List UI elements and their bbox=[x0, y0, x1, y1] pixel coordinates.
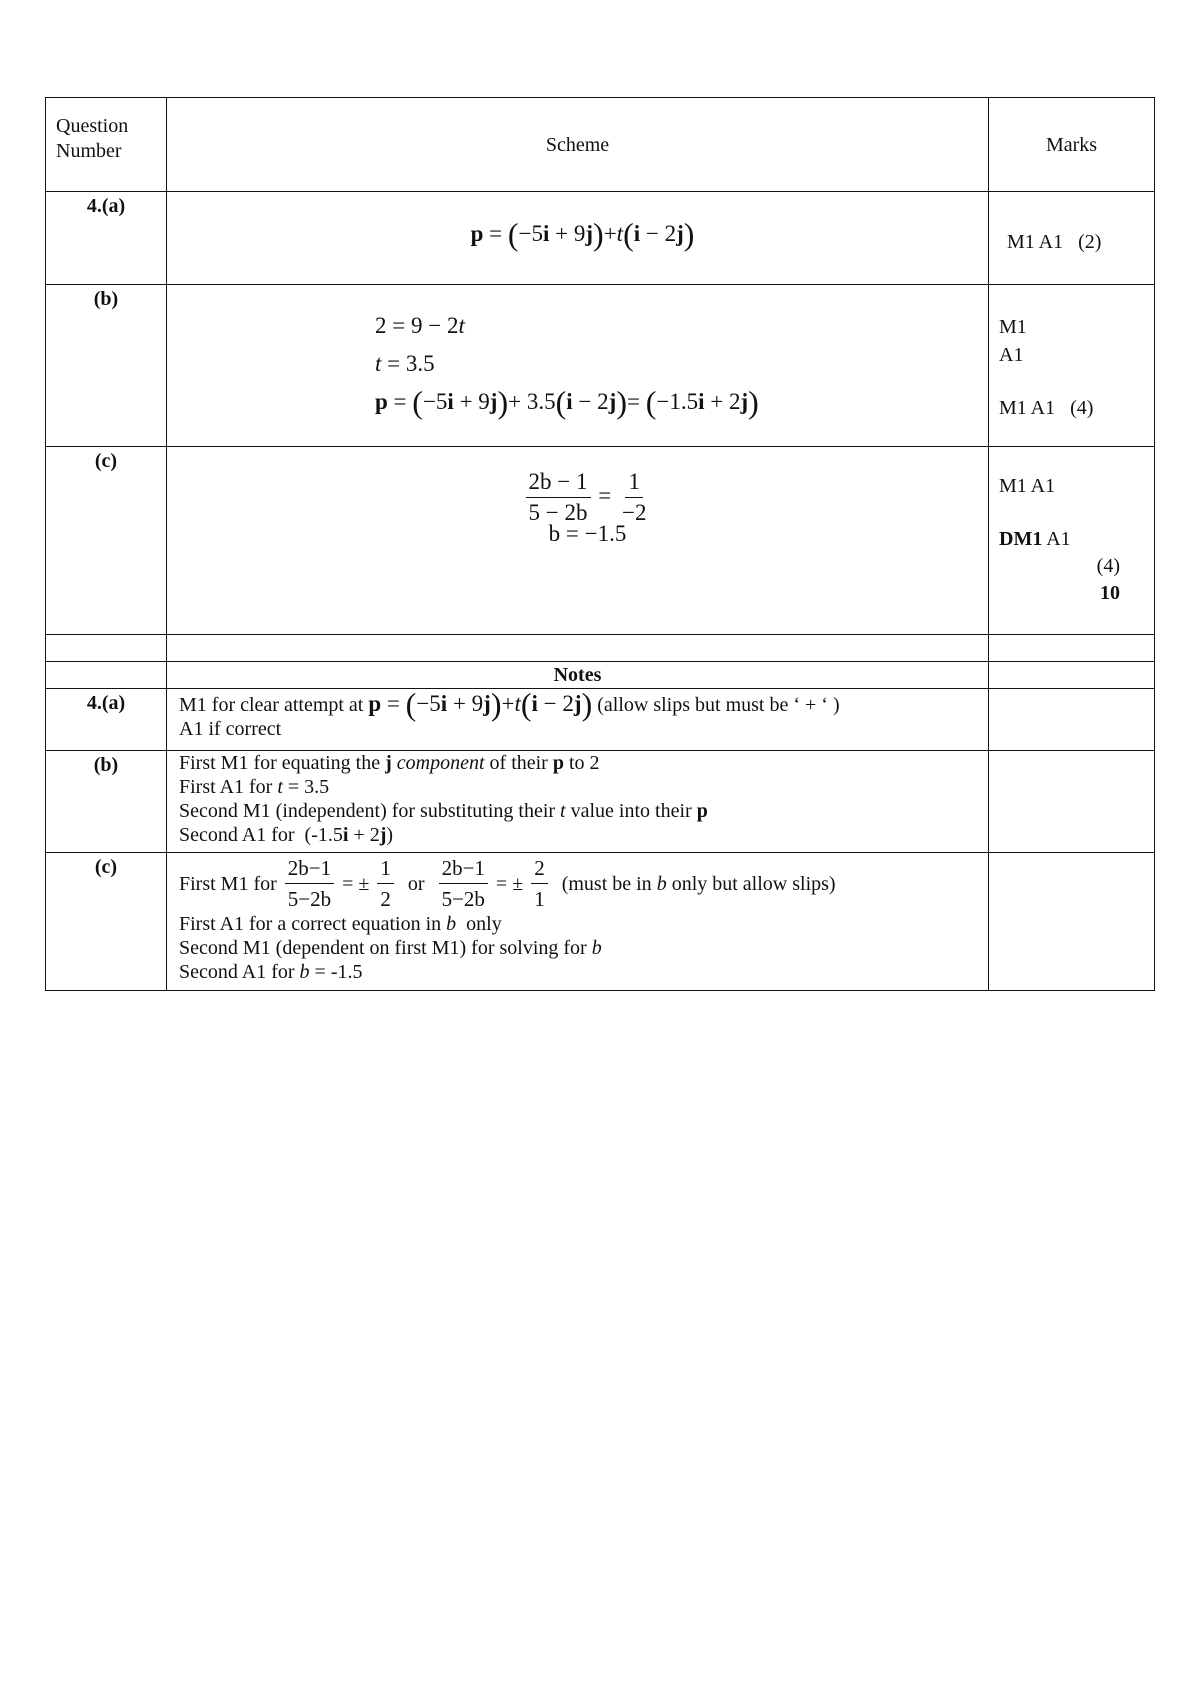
numerator: 2b−1 bbox=[439, 855, 488, 884]
plus: + bbox=[603, 221, 617, 246]
fraction bbox=[439, 855, 488, 912]
result-b: b = −1.5 bbox=[548, 521, 627, 546]
notes-cell bbox=[167, 686, 989, 751]
question-label: (c) bbox=[46, 853, 167, 991]
fraction bbox=[531, 855, 548, 912]
numerator: 2b−1 bbox=[285, 855, 334, 884]
scheme-working-b bbox=[167, 307, 988, 421]
question-label: 4.(a) bbox=[46, 689, 167, 751]
marks-awarded: M1 A1 bbox=[1007, 231, 1064, 253]
mark-line-3 bbox=[999, 394, 1154, 422]
mark-a1: A1 bbox=[999, 344, 1024, 366]
note-line-4: Second A1 for (-1.5i + 2j) bbox=[179, 824, 394, 846]
note-text: M1 for clear attempt at bbox=[179, 694, 364, 716]
scheme-row-c bbox=[46, 447, 1155, 635]
marks-total: (4) bbox=[1096, 555, 1120, 577]
denominator: 1 bbox=[534, 887, 545, 911]
scheme-header: Scheme bbox=[167, 98, 989, 192]
mark-dm1: DM1 bbox=[999, 528, 1043, 550]
marks-line bbox=[999, 230, 1154, 254]
equation-line-3: p = (−5i + 9j)+ 3.5(i − 2j)= (−1.5i + 2j) bbox=[375, 384, 759, 420]
question-label: (b) bbox=[46, 285, 167, 447]
header-row bbox=[46, 98, 1155, 192]
mark-scheme-table bbox=[45, 97, 1155, 991]
denominator: 2 bbox=[380, 887, 391, 911]
question-total: 10 bbox=[1100, 582, 1120, 604]
numerator: 2b − 1 bbox=[528, 469, 588, 494]
notes-header-row bbox=[46, 662, 1155, 689]
denominator: −2 bbox=[621, 500, 647, 525]
scheme-cell bbox=[167, 447, 989, 635]
note-text: (allow slips but must be ‘ + ‘ ) bbox=[597, 694, 840, 716]
note-line-1: M1 for clear attempt at p = (−5i + 9j)+t(i − 2j) (allow slips but must be ‘ + ‘ ) bbox=[179, 686, 840, 722]
notes-row-c bbox=[46, 853, 1155, 991]
scheme-row-a bbox=[46, 192, 1155, 285]
plus-minus: = ± bbox=[495, 872, 524, 895]
notes-row-b bbox=[46, 751, 1155, 853]
vector-part2: i − 2j bbox=[633, 221, 684, 246]
empty-cell bbox=[989, 635, 1155, 662]
equation-line-2: t = 3.5 bbox=[375, 351, 435, 376]
marks-total: (4) bbox=[1070, 397, 1094, 419]
mark-dm1a1 bbox=[999, 526, 1154, 553]
note-line-1: First M1 for equating the j component of their p to 2 bbox=[179, 752, 600, 774]
empty-cell bbox=[989, 751, 1155, 853]
fraction bbox=[377, 855, 394, 912]
note-line-2: First A1 for a correct equation in b only bbox=[179, 913, 502, 935]
spacer-row bbox=[46, 635, 1155, 662]
mark-m1: M1 bbox=[999, 316, 1027, 338]
vector-p: p bbox=[470, 221, 484, 246]
equals: = bbox=[483, 221, 508, 246]
scheme-equation-a: p = (−5i + 9j)+t(i − 2j) bbox=[470, 216, 695, 252]
empty-cell bbox=[46, 635, 167, 662]
scheme-cell bbox=[167, 285, 989, 447]
scheme-working-c: $\frac{2b - 1}{5 - 2b}$ = $\frac{1}{-2}$ b = −1.5 bbox=[167, 469, 988, 546]
plus-minus: = ± bbox=[342, 872, 370, 895]
note-text: First M1 for bbox=[179, 872, 277, 895]
denominator: 5 − 2b bbox=[528, 500, 588, 525]
note-line-1 bbox=[179, 855, 988, 912]
marks-list bbox=[999, 473, 1154, 607]
question-number-header bbox=[46, 98, 167, 192]
note-line-2: A1 if correct bbox=[179, 718, 282, 740]
empty-cell bbox=[989, 689, 1155, 751]
equation-line-1: 2 = 9 − 2t bbox=[375, 313, 465, 338]
scheme-cell bbox=[167, 192, 989, 285]
numerator: 1 bbox=[628, 469, 640, 494]
notes-title: Notes bbox=[167, 662, 989, 689]
scheme-row-b bbox=[46, 285, 1155, 447]
or-text: or bbox=[407, 872, 425, 895]
note-line-3: Second M1 (independent) for substituting their t value into their p bbox=[179, 800, 708, 822]
denominator: 5−2b bbox=[287, 887, 332, 911]
marks-cell bbox=[989, 447, 1155, 635]
numerator: 2 bbox=[531, 855, 548, 884]
fraction-lhs bbox=[526, 469, 591, 526]
note-line-3: Second M1 (dependent on first M1) for solving for b bbox=[179, 937, 602, 959]
note-line-2: First A1 for t = 3.5 bbox=[179, 776, 330, 798]
header-label-line1: Question bbox=[56, 115, 129, 137]
question-label: (b) bbox=[46, 751, 167, 853]
empty-cell bbox=[46, 662, 167, 689]
mark-m1a1: M1 A1 bbox=[999, 475, 1056, 497]
marks-cell bbox=[989, 192, 1155, 285]
notes-row-a bbox=[46, 689, 1155, 751]
fraction bbox=[285, 855, 334, 912]
note-line-4: Second A1 for b = -1.5 bbox=[179, 961, 363, 983]
note-text: (must be in b only but allow slips) bbox=[561, 872, 836, 895]
denominator: 5−2b bbox=[441, 887, 485, 911]
notes-cell bbox=[167, 853, 989, 991]
mark-a1: A1 bbox=[1046, 528, 1071, 550]
empty-cell bbox=[989, 662, 1155, 689]
numerator: 1 bbox=[377, 855, 394, 884]
mark-m1a1: M1 A1 bbox=[999, 397, 1056, 419]
question-label: 4.(a) bbox=[46, 192, 167, 285]
param-t: t bbox=[616, 221, 624, 246]
marks-total: (2) bbox=[1078, 231, 1102, 253]
marks-cell bbox=[989, 285, 1155, 447]
marks-list bbox=[999, 313, 1154, 422]
marks-header: Marks bbox=[989, 98, 1155, 192]
header-label-line2: Number bbox=[56, 140, 122, 162]
empty-cell bbox=[989, 853, 1155, 991]
fraction-rhs bbox=[619, 469, 649, 526]
question-label: (c) bbox=[46, 447, 167, 635]
vector-part1: −5i + 9j bbox=[518, 221, 594, 246]
empty-cell bbox=[167, 635, 989, 662]
notes-cell bbox=[167, 751, 989, 853]
